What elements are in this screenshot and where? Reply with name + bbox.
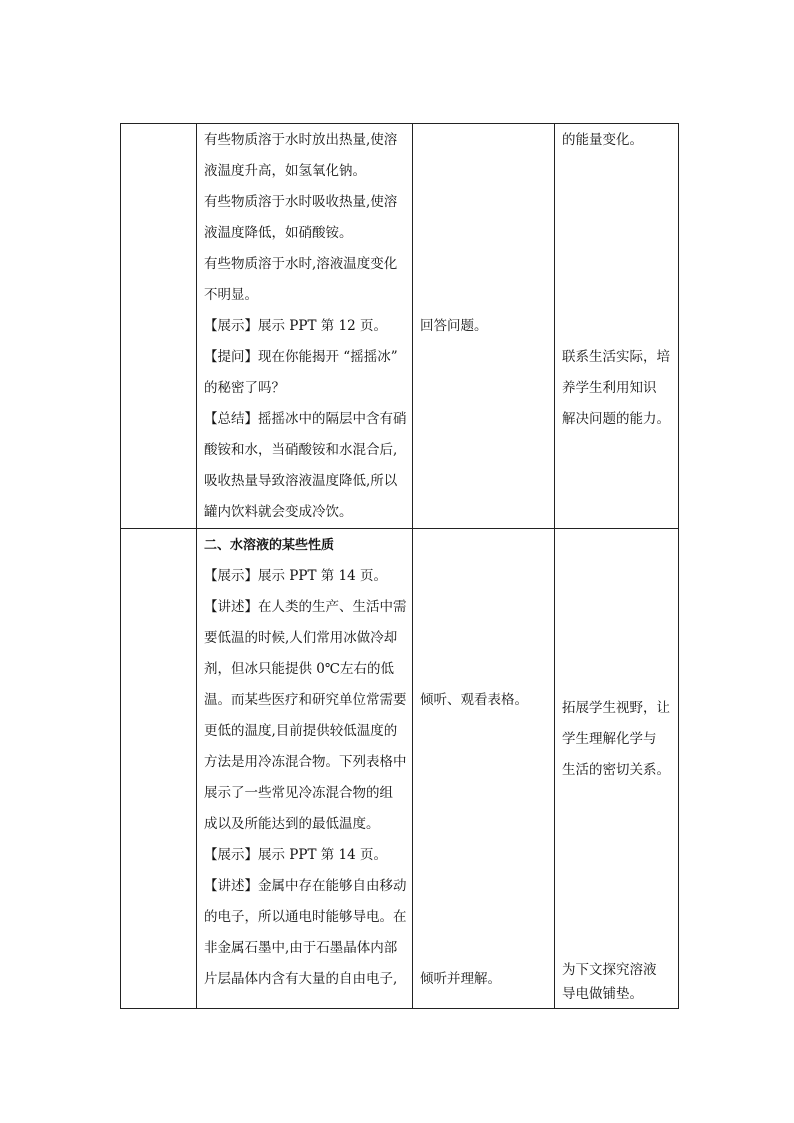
text-line: 【讲述】在人类的生产、生活中需	[204, 599, 407, 615]
text-line: 生活的密切关系。	[562, 762, 670, 778]
text-line: 液温度升高，如氢氧化钠。	[204, 163, 366, 179]
lesson-plan-table	[120, 123, 679, 1009]
text-line: 【展示】展示 PPT 第 14 页。	[204, 568, 388, 584]
text-line: 联系生活实际，培	[562, 349, 670, 365]
text-line: 拓展学生视野，让	[562, 700, 670, 716]
text-line: 【提问】现在你能揭开 “摇摇冰”	[204, 349, 398, 365]
design-intent-cell	[555, 124, 679, 529]
text-line: 解决问题的能力。	[562, 411, 670, 427]
student-activity-cell	[413, 124, 555, 529]
table-row	[121, 529, 679, 1009]
text-line: 吸收热量导致溶液温度降低,所以	[204, 473, 398, 489]
text-line: 酸铵和水，当硝酸铵和水混合后,	[204, 442, 398, 458]
teacher-activity-cell	[197, 124, 413, 529]
text-line: 剂，但冰只能提供 0℃左右的低	[204, 661, 394, 677]
text-line: 倾听、观看表格。	[420, 692, 528, 708]
text-line: 罐内饮料就会变成冷饮。	[204, 504, 353, 520]
text-line: 有些物质溶于水时吸收热量,使溶	[204, 194, 398, 210]
text-line: 有些物质溶于水时,溶液温度变化	[204, 256, 398, 272]
section-heading: 二、水溶液的某些性质	[204, 538, 335, 553]
text-line: 【总结】摇摇冰中的隔层中含有硝	[204, 411, 407, 427]
text-line: 液温度降低，如硝酸铵。	[204, 225, 353, 241]
design-intent-cell	[555, 529, 679, 1009]
text-line: 不明显。	[204, 287, 258, 303]
text-line: 导电做铺垫。	[562, 986, 643, 1002]
text-line: 【讲述】金属中存在能够自由移动	[204, 878, 407, 894]
text-line: 方法是用冷冻混合物。下列表格中	[204, 754, 407, 770]
text-line: 展示了一些常见冷冻混合物的组	[204, 785, 393, 801]
text-line: 要低温的时候,人们常用冰做冷却	[204, 630, 398, 646]
table-row	[121, 124, 679, 529]
text-line: 的电子，所以通电时能够导电。在	[204, 909, 407, 925]
text-line: 【展示】展示 PPT 第 12 页。	[204, 318, 388, 334]
text-line: 更低的温度,目前提供较低温度的	[204, 723, 398, 739]
text-line: 学生理解化学与	[562, 731, 657, 747]
text-line: 有些物质溶于水时放出热量,使溶	[204, 132, 398, 148]
text-line: 温。而某些医疗和研究单位常需要	[204, 692, 407, 708]
text-line: 养学生利用知识	[562, 380, 657, 396]
text-line: 成以及所能达到的最低温度。	[204, 816, 380, 832]
text-line: 倾听并理解。	[420, 971, 501, 987]
text-line: 回答问题。	[420, 318, 488, 334]
text-line: 的秘密了吗？	[204, 380, 285, 396]
text-line: 片层晶体内含有大量的自由电子,	[204, 971, 398, 987]
stage-cell	[121, 529, 197, 1009]
text-line: 非金属石墨中,由于石墨晶体内部	[204, 940, 398, 956]
text-line: 【展示】展示 PPT 第 14 页。	[204, 847, 388, 863]
text-line: 的能量变化。	[562, 132, 643, 148]
teacher-activity-cell	[197, 529, 413, 1009]
student-activity-cell	[413, 529, 555, 1009]
text-line: 为下文探究溶液	[562, 962, 657, 978]
stage-cell	[121, 124, 197, 529]
